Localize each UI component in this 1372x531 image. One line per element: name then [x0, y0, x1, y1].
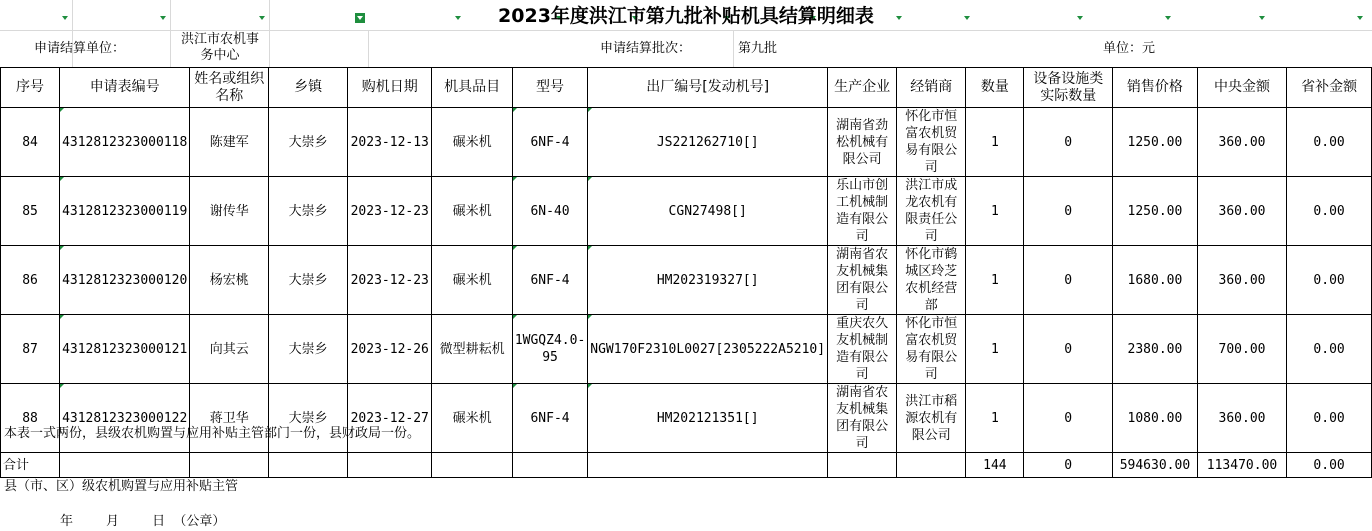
gridline: [0, 30, 1372, 31]
cell-marker-icon: [513, 108, 517, 112]
table-cell[interactable]: [1113, 384, 1198, 453]
table-cell[interactable]: [1197, 315, 1286, 384]
cell-text: 360.00: [1218, 203, 1266, 219]
total-label[interactable]: 合计: [1, 453, 60, 478]
table-cell[interactable]: [190, 246, 269, 315]
cell-text: 0.00: [1313, 203, 1345, 219]
table-cell[interactable]: [1197, 177, 1286, 246]
cell-marker-icon: [588, 315, 592, 319]
table-cell[interactable]: [588, 453, 828, 478]
note-authority: 县（市、区）级农机购置与应用补贴主管: [4, 479, 239, 494]
table-cell[interactable]: [348, 177, 432, 246]
total-sales-price[interactable]: 594630.00: [1113, 453, 1198, 478]
table-cell[interactable]: [1, 108, 60, 177]
total-row: [1, 453, 1372, 478]
cell-text: 1: [990, 134, 999, 150]
table-cell[interactable]: [1024, 315, 1113, 384]
table-cell[interactable]: [966, 315, 1024, 384]
cell-text: 4312812323000120: [62, 272, 188, 288]
table-cell[interactable]: [1024, 177, 1113, 246]
table-cell[interactable]: [828, 453, 897, 478]
cell-text: 4312812323000119: [62, 203, 188, 219]
table-cell[interactable]: [432, 453, 512, 478]
cell-text: 怀化市恒富农机贸易有限公司: [905, 109, 958, 175]
cell-text: 360.00: [1218, 134, 1266, 150]
header-cell[interactable]: 生产企业: [828, 68, 897, 108]
cell-marker-icon: [513, 177, 517, 181]
table-cell[interactable]: [190, 108, 269, 177]
cell-text: 怀化市恒富农机贸易有限公司: [905, 316, 958, 382]
table-cell[interactable]: [1197, 246, 1286, 315]
cell-text: 谢传华: [209, 203, 249, 219]
cell-text: CGN27498[]: [668, 203, 747, 219]
cell-marker-icon: [513, 384, 517, 388]
note-date-seal: 年 月 日 （公章）: [60, 514, 226, 529]
header-cell[interactable]: 中央金额: [1197, 68, 1286, 108]
cell-text: 6N-40: [530, 203, 570, 219]
cell-text: 0: [1064, 410, 1073, 426]
table-cell[interactable]: [348, 453, 432, 478]
cell-text: 0: [1064, 272, 1073, 288]
table-cell[interactable]: [512, 315, 587, 384]
table-cell[interactable]: [966, 384, 1024, 453]
table-cell[interactable]: [1287, 315, 1372, 384]
header-cell[interactable]: 数量: [966, 68, 1024, 108]
table-cell[interactable]: [348, 384, 432, 453]
table-row: [1, 384, 1372, 453]
cell-marker-icon: [513, 315, 517, 319]
table-cell[interactable]: [588, 108, 828, 177]
cell-text: 洪江市成龙农机有限责任公司: [905, 178, 958, 244]
table-cell[interactable]: [1024, 246, 1113, 315]
table-cell[interactable]: [1287, 246, 1372, 315]
cell-text: 6NF-4: [530, 134, 570, 150]
table-row: [1, 108, 1372, 177]
cell-text: 1680.00: [1127, 272, 1183, 288]
cell-marker-icon: [60, 384, 64, 388]
table-cell[interactable]: [1197, 384, 1286, 453]
table-cell[interactable]: [1113, 315, 1198, 384]
table-cell[interactable]: [1, 384, 60, 453]
table-cell[interactable]: [348, 246, 432, 315]
cell-text: 0.00: [1313, 341, 1345, 357]
cell-text: 陈建军: [209, 134, 249, 150]
cell-text: 84: [22, 134, 38, 150]
cell-text: 1: [990, 410, 999, 426]
cell-text: 360.00: [1218, 410, 1266, 426]
cell-text: 大崇乡: [288, 134, 328, 150]
cell-text: 重庆农久友机械制造有限公司: [836, 316, 889, 382]
table-cell[interactable]: [588, 177, 828, 246]
table-row: [1, 315, 1372, 384]
table-cell[interactable]: [897, 315, 966, 384]
header-cell[interactable]: 姓名或组织名称: [190, 68, 269, 108]
total-central-amount[interactable]: 113470.00: [1197, 453, 1286, 478]
table-cell[interactable]: [190, 453, 269, 478]
table-cell[interactable]: [1024, 108, 1113, 177]
cell-marker-icon: [588, 246, 592, 250]
table-cell[interactable]: [828, 315, 897, 384]
table-cell[interactable]: [1, 246, 60, 315]
cell-text: 0: [1064, 134, 1073, 150]
table-cell[interactable]: [432, 177, 512, 246]
cell-text: 湖南省劲松机械有限公司: [836, 117, 889, 167]
table-cell[interactable]: [60, 177, 190, 246]
cell-marker-icon: [60, 315, 64, 319]
cell-text: 洪江市稻源农机有限公司: [905, 393, 958, 443]
cell-marker-icon: [588, 177, 592, 181]
table-cell[interactable]: [966, 246, 1024, 315]
cell-text: 微型耕耘机: [439, 341, 505, 357]
header-cell[interactable]: 申请表编号: [60, 68, 190, 108]
table-cell[interactable]: [897, 108, 966, 177]
cell-text: 1250.00: [1127, 203, 1183, 219]
table-cell[interactable]: [512, 246, 587, 315]
table-cell[interactable]: [828, 108, 897, 177]
table-cell[interactable]: [60, 384, 190, 453]
cell-text: 乐山市创工机械制造有限公司: [836, 178, 889, 244]
cell-marker-icon: [60, 108, 64, 112]
table-cell[interactable]: [897, 453, 966, 478]
cell-text: 1: [990, 203, 999, 219]
cell-text: 2023-12-23: [350, 203, 429, 219]
table-row: [1, 177, 1372, 246]
table-cell[interactable]: [1024, 384, 1113, 453]
cell-text: 杨宏桃: [209, 272, 249, 288]
applicant-label: 申请结算单位：: [34, 41, 126, 56]
cell-text: 1080.00: [1127, 410, 1183, 426]
table-cell[interactable]: [897, 177, 966, 246]
cell-marker-icon: [513, 246, 517, 250]
table-cell[interactable]: [1287, 177, 1372, 246]
table-cell[interactable]: [269, 108, 348, 177]
cell-text: 0.00: [1313, 272, 1345, 288]
gridline: [368, 30, 369, 67]
cell-text: 2023-12-27: [350, 410, 429, 426]
table-cell[interactable]: [432, 315, 512, 384]
header-cell[interactable]: 销售价格: [1113, 68, 1198, 108]
cell-text: 碾米机: [452, 203, 492, 219]
table-cell[interactable]: [432, 246, 512, 315]
table-cell[interactable]: [1287, 108, 1372, 177]
cell-text: 0: [1064, 203, 1073, 219]
cell-text: 2380.00: [1127, 341, 1183, 357]
table-cell[interactable]: [966, 177, 1024, 246]
cell-text: 0.00: [1313, 134, 1345, 150]
header-row: [1, 68, 1372, 108]
cell-marker-icon: [588, 384, 592, 388]
cell-text: HM202121351[]: [656, 410, 759, 426]
table-cell[interactable]: [348, 315, 432, 384]
table-cell[interactable]: [897, 384, 966, 453]
header-cell[interactable]: 序号: [1, 68, 60, 108]
cell-text: HM202319327[]: [656, 272, 759, 288]
cell-text: 大崇乡: [288, 272, 328, 288]
cell-text: 大崇乡: [288, 203, 328, 219]
cell-text: 4312812323000122: [62, 410, 188, 426]
table-cell[interactable]: [1113, 246, 1198, 315]
cell-text: 碾米机: [452, 134, 492, 150]
cell-text: 88: [22, 410, 38, 426]
cell-marker-icon: [588, 108, 592, 112]
cell-text: 0: [1064, 341, 1073, 357]
header-cell[interactable]: 机具品目: [432, 68, 512, 108]
table-cell[interactable]: [588, 384, 828, 453]
table-cell[interactable]: [269, 453, 348, 478]
page-title: 2023年度洪江市第九批补贴机具结算明细表: [498, 5, 874, 27]
table-cell[interactable]: [60, 315, 190, 384]
table-cell[interactable]: [190, 177, 269, 246]
cell-marker-icon: [60, 177, 64, 181]
cell-text: 蒋卫华: [209, 410, 249, 426]
table-cell[interactable]: [512, 384, 587, 453]
cell-text: 湖南省农友机械集团有限公司: [836, 247, 889, 313]
table-cell[interactable]: [190, 384, 269, 453]
cell-text: 2023-12-23: [350, 272, 429, 288]
cell-text: 87: [22, 341, 38, 357]
batch-label: 申请结算批次：: [600, 41, 692, 56]
table-cell[interactable]: [348, 108, 432, 177]
table-cell[interactable]: [1, 177, 60, 246]
cell-text: 碾米机: [452, 410, 492, 426]
table-cell[interactable]: [269, 384, 348, 453]
header-cell[interactable]: 乡镇: [269, 68, 348, 108]
cell-text: 4312812323000121: [62, 341, 188, 357]
table-cell[interactable]: [512, 108, 587, 177]
table-cell[interactable]: [828, 384, 897, 453]
table-cell[interactable]: [512, 177, 587, 246]
cell-text: 2023-12-26: [350, 341, 429, 357]
header-cell[interactable]: 购机日期: [348, 68, 432, 108]
cell-text: 湖南省农友机械集团有限公司: [836, 385, 889, 451]
unit-label: 单位：元: [1103, 41, 1156, 56]
table-row: [1, 246, 1372, 315]
total-actual-quantity[interactable]: 0: [1024, 453, 1113, 478]
cell-text: 1: [990, 341, 999, 357]
applicant-value: 洪江市农机事务中心: [180, 32, 259, 63]
table-cell[interactable]: [588, 315, 828, 384]
gridline: [733, 30, 734, 67]
cell-text: 1WGQZ4.0-95: [514, 333, 586, 365]
table-cell[interactable]: [1, 315, 60, 384]
cell-marker-icon: [60, 246, 64, 250]
table-cell[interactable]: [897, 246, 966, 315]
table-cell[interactable]: [60, 108, 190, 177]
cell-text: 大崇乡: [288, 410, 328, 426]
header-cell[interactable]: 省补金额: [1287, 68, 1372, 108]
table-cell[interactable]: [1113, 108, 1198, 177]
total-quantity[interactable]: 144: [966, 453, 1024, 478]
table-cell[interactable]: [828, 177, 897, 246]
cell-text: 向其云: [209, 341, 249, 357]
cell-text: 怀化市鹤城区玲芝农机经营部: [905, 247, 958, 313]
table-cell[interactable]: [966, 108, 1024, 177]
cell-text: 86: [22, 272, 38, 288]
header-cell[interactable]: 经销商: [897, 68, 966, 108]
table-cell[interactable]: [60, 246, 190, 315]
header-cell[interactable]: 设备设施类实际数量: [1024, 68, 1113, 108]
note-copies: 本表一式两份，县级农机购置与应用补贴主管部门一份，县财政局一份。: [4, 426, 421, 441]
table-cell[interactable]: [269, 177, 348, 246]
table-cell[interactable]: [1287, 384, 1372, 453]
table-cell[interactable]: [1197, 108, 1286, 177]
settlement-table: [0, 67, 1372, 478]
cell-text: 0.00: [1313, 410, 1345, 426]
table-cell[interactable]: [432, 384, 512, 453]
header-cell[interactable]: 出厂编号[发动机号]: [588, 68, 828, 108]
cell-text: 85: [22, 203, 38, 219]
cell-text: 360.00: [1218, 272, 1266, 288]
table-cell[interactable]: [1113, 177, 1198, 246]
cell-text: JS221262710[]: [656, 134, 759, 150]
batch-value: 第九批: [738, 41, 778, 56]
table-cell[interactable]: [60, 453, 190, 478]
table-cell[interactable]: [588, 246, 828, 315]
cell-text: 1250.00: [1127, 134, 1183, 150]
table-cell[interactable]: [828, 246, 897, 315]
cell-text: 2023-12-13: [350, 134, 429, 150]
cell-text: 碾米机: [452, 272, 492, 288]
table-cell[interactable]: [432, 108, 512, 177]
cell-text: 700.00: [1218, 341, 1266, 357]
total-provincial-amount[interactable]: 0.00: [1287, 453, 1372, 478]
cell-text: 6NF-4: [530, 272, 570, 288]
cell-text: NGW170F2310L0027[2305222A5210]: [590, 341, 826, 357]
cell-text: 4312812323000118: [62, 134, 188, 150]
table-cell[interactable]: [512, 453, 587, 478]
table-cell[interactable]: [269, 315, 348, 384]
table-cell[interactable]: [269, 246, 348, 315]
table-cell[interactable]: [190, 315, 269, 384]
cell-text: 6NF-4: [530, 410, 570, 426]
cell-text: 1: [990, 272, 999, 288]
cell-text: 大崇乡: [288, 341, 328, 357]
header-cell[interactable]: 型号: [512, 68, 587, 108]
